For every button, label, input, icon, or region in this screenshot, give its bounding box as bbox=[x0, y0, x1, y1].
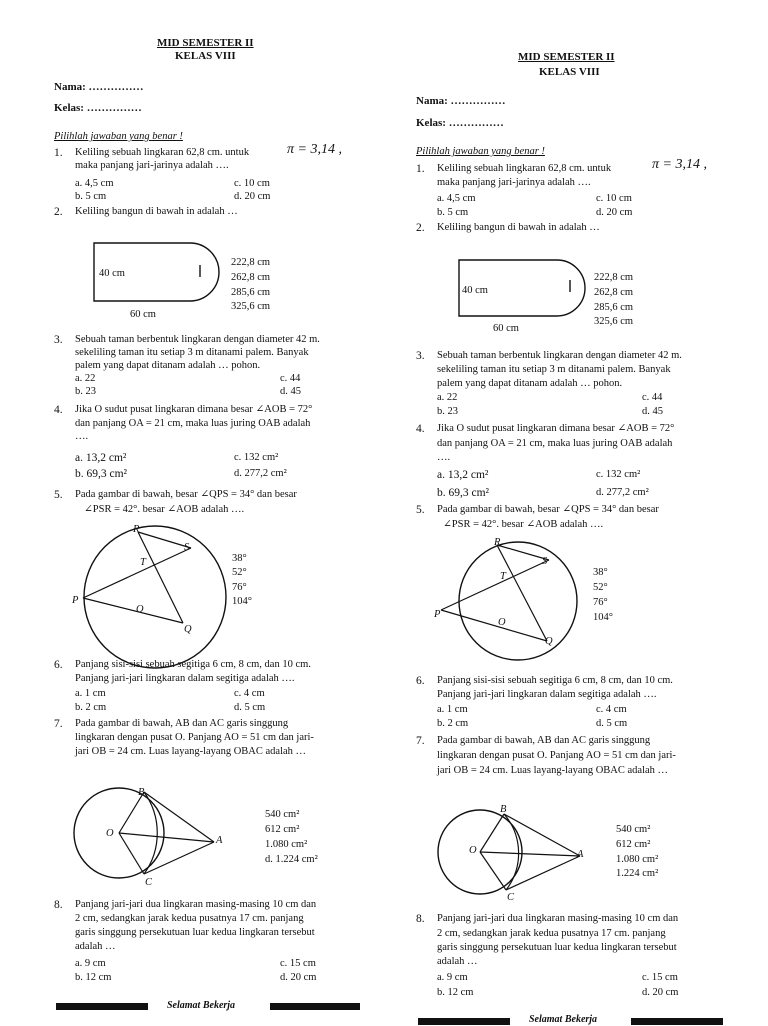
q1-option-c[interactable]: c. 10 cm bbox=[234, 178, 270, 189]
q5-number: 5. bbox=[54, 489, 63, 501]
q5-label-t: T bbox=[500, 571, 506, 582]
q2-option-2[interactable]: 262,8 cm bbox=[594, 287, 634, 298]
page-title: MID SEMESTER II bbox=[518, 51, 615, 63]
circle-chords-figure bbox=[78, 526, 238, 666]
q6-option-c[interactable]: c. 4 cm bbox=[234, 688, 265, 699]
q6-option-a[interactable]: a. 1 cm bbox=[75, 688, 106, 699]
q7-option-3[interactable]: 1.080 cm² bbox=[616, 854, 659, 865]
q7-option-4[interactable]: 1.224 cm² bbox=[616, 868, 659, 879]
q4-text: Jika O sudut pusat lingkaran dimana besar ∠AOB = 72° bbox=[75, 404, 313, 415]
q7-number: 7. bbox=[416, 735, 425, 747]
q7-option-4[interactable]: d. 1.224 cm² bbox=[265, 854, 318, 865]
q5-text: Pada gambar di bawah, besar ∠QPS = 34° dan besar bbox=[437, 504, 659, 515]
q3-option-c[interactable]: c. 44 bbox=[642, 392, 663, 403]
q4-text-3: …. bbox=[437, 452, 451, 463]
q8-text-4: adalah … bbox=[437, 956, 478, 967]
q3-option-d[interactable]: d. 45 bbox=[280, 386, 301, 397]
q2-label-60: 60 cm bbox=[493, 323, 519, 334]
q2-text: Keliling bangun di bawah in adalah … bbox=[437, 222, 600, 233]
q5-option-2[interactable]: 52° bbox=[232, 567, 247, 578]
q7-text: Pada gambar di bawah, AB dan AC garis singgung bbox=[75, 718, 289, 729]
q7-text-3: jari OB = 24 cm. Luas layang-layang OBAC adalah … bbox=[75, 746, 307, 757]
class-field[interactable]: Kelas: …………… bbox=[54, 102, 142, 114]
q6-option-d[interactable]: d. 5 cm bbox=[596, 718, 628, 729]
q4-text-3: …. bbox=[75, 431, 89, 442]
q5-label-t: T bbox=[140, 557, 146, 568]
q3-text-3: palem yang dapat ditanam adalah … pohon. bbox=[75, 360, 261, 371]
q6-number: 6. bbox=[54, 659, 63, 671]
q5-option-3[interactable]: 76° bbox=[593, 597, 608, 608]
q3-option-b[interactable]: b. 23 bbox=[437, 406, 458, 417]
q3-option-c[interactable]: c. 44 bbox=[280, 373, 301, 384]
page-subtitle: KELAS VIII bbox=[539, 66, 600, 78]
circle-chords-figure bbox=[438, 542, 598, 662]
q2-text: Keliling bangun di bawah in adalah … bbox=[75, 206, 238, 217]
q7-option-2[interactable]: 612 cm² bbox=[616, 839, 651, 850]
q3-option-d[interactable]: d. 45 bbox=[642, 406, 663, 417]
q3-text-2: sekeliling taman itu setiap 3 m ditanami palem. Banyak bbox=[75, 347, 309, 358]
q3-option-a[interactable]: a. 22 bbox=[75, 373, 96, 384]
q7-label-a: A bbox=[577, 849, 584, 860]
q8-text: Panjang jari-jari dua lingkaran masing-masing 10 cm dan bbox=[437, 913, 679, 924]
page-title: MID SEMESTER II bbox=[157, 37, 254, 49]
q2-option-3[interactable]: 285,6 cm bbox=[231, 287, 271, 298]
q1-option-d[interactable]: d. 20 cm bbox=[234, 191, 271, 202]
q7-figure bbox=[438, 808, 588, 903]
q8-option-a[interactable]: a. 9 cm bbox=[75, 958, 106, 969]
q7-text-2: lingkaran dengan pusat O. Panjang AO = 51 cm dan jari- bbox=[437, 750, 676, 761]
q5-option-4[interactable]: 104° bbox=[232, 596, 252, 607]
q6-text-2: Panjang jari-jari lingkaran dalam segitiga adalah …. bbox=[437, 689, 657, 700]
class-field[interactable]: Kelas: …………… bbox=[416, 117, 504, 129]
q5-number: 5. bbox=[416, 504, 425, 516]
q7-figure bbox=[74, 786, 224, 881]
footer-text: Selamat Bekerja bbox=[167, 1000, 236, 1011]
q3-option-a[interactable]: a. 22 bbox=[437, 392, 458, 403]
q4-option-a[interactable]: a. 13,2 cm² bbox=[75, 452, 127, 464]
q7-label-b: B bbox=[138, 787, 145, 798]
q8-option-b[interactable]: b. 12 cm bbox=[437, 987, 474, 998]
q1-option-c[interactable]: c. 10 cm bbox=[596, 193, 632, 204]
name-field[interactable]: Nama: …………… bbox=[416, 95, 506, 107]
q2-label-40: 40 cm bbox=[99, 268, 125, 279]
q8-text-2: 2 cm, sedangkan jarak kedua pusatnya 17 cm. panjang bbox=[75, 913, 304, 924]
q6-text: Panjang sisi-sisi sebuah segitiga 6 cm, 8 cm, dan 10 cm. bbox=[75, 659, 311, 670]
q5-option-1[interactable]: 38° bbox=[593, 567, 608, 578]
q5-figure bbox=[438, 542, 598, 667]
q5-option-4[interactable]: 104° bbox=[593, 612, 613, 623]
footer-bar-left bbox=[56, 1003, 148, 1010]
q7-label-b: B bbox=[500, 804, 507, 815]
q5-label-o: O bbox=[498, 617, 506, 628]
q8-option-d[interactable]: d. 20 cm bbox=[280, 972, 317, 983]
q8-text-3: garis singgung persekutuan luar kedua lingkaran tersebut bbox=[75, 927, 315, 938]
q5-text-2: ∠PSR = 42°. besar ∠AOB adalah …. bbox=[84, 504, 245, 515]
q7-text-2: lingkaran dengan pusat O. Panjang AO = 51 cm dan jari- bbox=[75, 732, 314, 743]
q5-label-q: Q bbox=[184, 624, 192, 635]
q6-option-b[interactable]: b. 2 cm bbox=[437, 718, 469, 729]
name-field[interactable]: Nama: …………… bbox=[54, 81, 144, 93]
q5-label-q: Q bbox=[545, 636, 553, 647]
q3-text-2: sekeliling taman itu setiap 3 m ditanami palem. Banyak bbox=[437, 364, 671, 375]
q1-pi: π = 3,14 , bbox=[287, 142, 342, 157]
q8-option-c[interactable]: c. 15 cm bbox=[280, 958, 316, 969]
q3-option-b[interactable]: b. 23 bbox=[75, 386, 96, 397]
q5-label-p: P bbox=[434, 609, 441, 620]
right-page bbox=[414, 50, 744, 1024]
q4-text-2: dan panjang OA = 21 cm, maka luas juring OAB adalah bbox=[75, 418, 311, 429]
q7-label-c: C bbox=[507, 892, 515, 903]
q5-option-1[interactable]: 38° bbox=[232, 553, 247, 564]
q1-number: 1. bbox=[54, 147, 63, 159]
q5-option-3[interactable]: 76° bbox=[232, 582, 247, 593]
q7-option-1[interactable]: 540 cm² bbox=[265, 809, 300, 820]
q2-number: 2. bbox=[54, 206, 63, 218]
q6-option-a[interactable]: a. 1 cm bbox=[437, 704, 468, 715]
q1-option-a[interactable]: a. 4,5 cm bbox=[75, 178, 114, 189]
q1-pi: π = 3,14 , bbox=[652, 157, 707, 172]
q6-option-b[interactable]: b. 2 cm bbox=[75, 702, 107, 713]
page-subtitle: KELAS VIII bbox=[175, 50, 236, 62]
q2-option-1[interactable]: 222,8 cm bbox=[594, 272, 634, 283]
q1-option-a[interactable]: a. 4,5 cm bbox=[437, 193, 476, 204]
q1-option-b[interactable]: b. 5 cm bbox=[75, 191, 107, 202]
q8-text: Panjang jari-jari dua lingkaran masing-masing 10 cm dan bbox=[75, 899, 317, 910]
footer-text: Selamat Bekerja bbox=[529, 1014, 598, 1025]
q8-option-a[interactable]: a. 9 cm bbox=[437, 972, 468, 983]
q7-text: Pada gambar di bawah, AB dan AC garis singgung bbox=[437, 735, 651, 746]
q2-option-4[interactable]: 325,6 cm bbox=[231, 301, 271, 312]
q6-text-2: Panjang jari-jari lingkaran dalam segitiga adalah …. bbox=[75, 673, 295, 684]
instruction: Pilihlah jawaban yang benar ! bbox=[54, 131, 183, 142]
q7-text-3: jari OB = 24 cm. Luas layang-layang OBAC adalah … bbox=[437, 765, 669, 776]
footer-bar-right bbox=[270, 1003, 360, 1010]
q3-number: 3. bbox=[54, 334, 63, 346]
q8-number: 8. bbox=[416, 913, 425, 925]
q6-number: 6. bbox=[416, 675, 425, 687]
q7-label-a: A bbox=[216, 835, 223, 846]
q5-label-s: S bbox=[184, 542, 190, 553]
q3-number: 3. bbox=[416, 350, 425, 362]
q4-option-b[interactable]: b. 69,3 cm² bbox=[75, 468, 127, 480]
q4-option-c[interactable]: c. 132 cm² bbox=[234, 452, 279, 463]
q4-option-d[interactable]: d. 277,2 cm² bbox=[234, 468, 287, 479]
q4-text: Jika O sudut pusat lingkaran dimana besar ∠AOB = 72° bbox=[437, 423, 675, 434]
q4-option-a[interactable]: a. 13,2 cm² bbox=[437, 469, 489, 481]
left-page bbox=[52, 36, 372, 1026]
q5-text-2: ∠PSR = 42°. besar ∠AOB adalah …. bbox=[443, 519, 604, 530]
circle-tangent-figure bbox=[438, 808, 588, 898]
q1-number: 1. bbox=[416, 163, 425, 175]
q8-option-b[interactable]: b. 12 cm bbox=[75, 972, 112, 983]
q8-text-4: adalah … bbox=[75, 941, 116, 952]
q7-option-2[interactable]: 612 cm² bbox=[265, 824, 300, 835]
q4-number: 4. bbox=[416, 423, 425, 435]
q1-text-2: maka panjang jari-jarinya adalah …. bbox=[437, 177, 591, 188]
q4-number: 4. bbox=[54, 404, 63, 416]
q2-option-1[interactable]: 222,8 cm bbox=[231, 257, 271, 268]
q4-option-d[interactable]: d. 277,2 cm² bbox=[596, 487, 649, 498]
q2-number: 2. bbox=[416, 222, 425, 234]
q5-text: Pada gambar di bawah, besar ∠QPS = 34° dan besar bbox=[75, 489, 297, 500]
q5-label-p: P bbox=[72, 595, 79, 606]
q7-number: 7. bbox=[54, 718, 63, 730]
q8-option-c[interactable]: c. 15 cm bbox=[642, 972, 678, 983]
q7-option-1[interactable]: 540 cm² bbox=[616, 824, 651, 835]
q4-option-b[interactable]: b. 69,3 cm² bbox=[437, 487, 489, 499]
instruction: Pilihlah jawaban yang benar ! bbox=[416, 146, 545, 157]
q6-text: Panjang sisi-sisi sebuah segitiga 6 cm, 8 cm, dan 10 cm. bbox=[437, 675, 673, 686]
q4-option-c[interactable]: c. 132 cm² bbox=[596, 469, 641, 480]
q2-option-4[interactable]: 325,6 cm bbox=[594, 316, 634, 327]
q5-label-o: O bbox=[136, 604, 144, 615]
q2-label-40: 40 cm bbox=[462, 285, 488, 296]
q1-option-b[interactable]: b. 5 cm bbox=[437, 207, 469, 218]
q6-option-d[interactable]: d. 5 cm bbox=[234, 702, 266, 713]
q3-text-3: palem yang dapat ditanam adalah … pohon. bbox=[437, 378, 623, 389]
q4-text-2: dan panjang OA = 21 cm, maka luas juring OAB adalah bbox=[437, 438, 673, 449]
q5-label-r: R bbox=[133, 524, 140, 535]
q8-option-d[interactable]: d. 20 cm bbox=[642, 987, 679, 998]
q2-label-60: 60 cm bbox=[130, 309, 156, 320]
q5-option-2[interactable]: 52° bbox=[593, 582, 608, 593]
q6-option-c[interactable]: c. 4 cm bbox=[596, 704, 627, 715]
q2-option-3[interactable]: 285,6 cm bbox=[594, 302, 634, 313]
q1-option-d[interactable]: d. 20 cm bbox=[596, 207, 633, 218]
q8-text-2: 2 cm, sedangkan jarak kedua pusatnya 17 cm. panjang bbox=[437, 928, 666, 939]
q7-label-o: O bbox=[469, 845, 477, 856]
q1-text: Keliling sebuah lingkaran 62,8 cm. untuk bbox=[437, 163, 612, 174]
q7-option-3[interactable]: 1.080 cm² bbox=[265, 839, 308, 850]
q3-text: Sebuah taman berbentuk lingkaran dengan diameter 42 m. bbox=[75, 334, 320, 345]
circle-tangent-figure bbox=[74, 786, 224, 876]
q1-text: Keliling sebuah lingkaran 62,8 cm. untuk bbox=[75, 147, 250, 158]
q7-label-o: O bbox=[106, 828, 114, 839]
q1-text-2: maka panjang jari-jarinya adalah …. bbox=[75, 160, 229, 171]
q5-label-s: S bbox=[542, 556, 548, 567]
q8-number: 8. bbox=[54, 899, 63, 911]
q7-label-c: C bbox=[145, 877, 153, 888]
q8-text-3: garis singgung persekutuan luar kedua lingkaran tersebut bbox=[437, 942, 677, 953]
q5-figure bbox=[78, 526, 238, 671]
q3-text: Sebuah taman berbentuk lingkaran dengan diameter 42 m. bbox=[437, 350, 682, 361]
q2-option-2[interactable]: 262,8 cm bbox=[231, 272, 271, 283]
q5-label-r: R bbox=[494, 537, 501, 548]
